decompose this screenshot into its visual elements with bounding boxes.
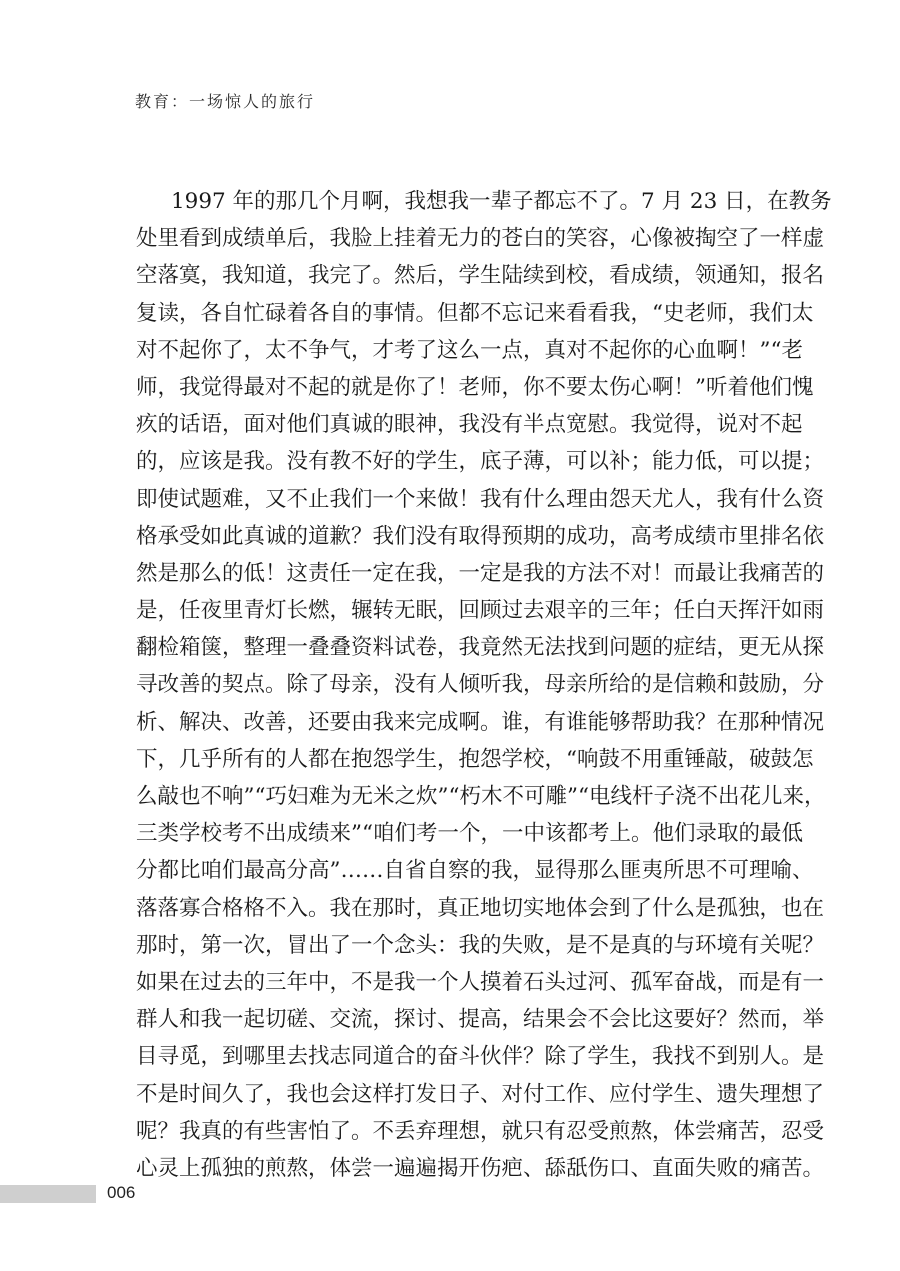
text-line: 析、解决、改善，还要由我来完成啊。谁，有谁能够帮助我？在那种情况 [136,709,825,735]
text-line: 分都比咱们最高分高”……自省自察的我，显得那么匪夷所思不可理喻、 [136,858,814,884]
text-line: 那时，第一次，冒出了一个念头：我的失败，是不是真的与环境有关呢？ [136,932,825,958]
text-line: 处里看到成绩单后，我脸上挂着无力的苍白的笑容，心像被掏空了一样虚 [136,226,825,252]
text-line: 落落寡合格格不入。我在那时，真正地切实地体会到了什么是孤独，也在 [136,895,825,921]
text-line: 1997 年的那几个月啊，我想我一辈子都忘不了。7 月 23 日，在教务 [171,189,832,214]
text-line: 下，几乎所有的人都在抱怨学生，抱怨学校，“响鼓不用重锤敲，破鼓怎 [136,746,814,772]
text-line: 复读，各自忙碌着各自的事情。但都不忘记来看看我，“史老师，我们太 [136,300,814,326]
text-line: 不是时间久了，我也会这样打发日子、对付工作、应付学生、遗失理想了 [136,1081,825,1107]
text-line: 即使试题难，又不止我们一个来做！我有什么理由怨天尤人，我有什么资 [136,486,825,512]
text-line: 寻改善的契点。除了母亲，没有人倾听我，母亲所给的是信赖和鼓励，分 [136,672,825,698]
text-line: 目寻觅，到哪里去找志同道合的奋斗伙伴？除了学生，我找不到别人。是 [136,1044,825,1070]
text-line: 疚的话语，面对他们真诚的眼神，我没有半点宽慰。我觉得，说对不起 [136,412,803,438]
page-number: 006 [107,1183,136,1202]
text-line: 的，应该是我。没有教不好的学生，底子薄，可以补；能力低，可以提； [136,449,825,475]
text-line: 师，我觉得最对不起的就是你了！老师，你不要太伤心啊！”听着他们愧 [136,374,814,400]
text-line: 格承受如此真诚的道歉？我们没有取得预期的成功，高考成绩市里排名依 [136,523,825,549]
footer-bar [0,1185,96,1203]
text-line: 呢？我真的有些害怕了。不丢弃理想，就只有忍受煎熬，体尝痛苦，忍受 [136,1118,825,1144]
text-line: 群人和我一起切磋、交流，探讨、提高，结果会不会比这要好？然而，举 [136,1007,825,1033]
running-header-title: 教育：一场惊人的旅行 [135,92,316,111]
text-line: 心灵上孤独的煎熬，体尝一遍遍揭开伤疤、舔舐伤口、直面失败的痛苦。 [136,1155,825,1181]
text-line: 然是那么的低！这责任一定在我，一定是我的方法不对！而最让我痛苦的 [136,560,825,586]
text-line: 空落寞，我知道，我完了。然后，学生陆续到校，看成绩，领通知，报名 [136,263,825,289]
text-line: 么敲也不响”“巧妇难为无米之炊”“朽木不可雕”“电线杆子浇不出花儿来， [136,784,826,809]
text-line: 如果在过去的三年中，不是我一个人摸着石头过河、孤军奋战，而是有一 [136,969,825,995]
text-line: 对不起你了，太不争气，才考了这么一点，真对不起你的心血啊！”“老 [136,337,803,363]
text-line: 是，任夜里青灯长燃，辗转无眠，回顾过去艰辛的三年；任白天挥汗如雨 [136,598,825,624]
text-line: 三类学校考不出成绩来”“咱们考一个，一中该都考上。他们录取的最低 [136,821,803,847]
body-paragraph [136,183,832,1187]
text-line: 翻检箱箧，整理一叠叠资料试卷，我竟然无法找到问题的症结，更无从探 [136,635,825,661]
